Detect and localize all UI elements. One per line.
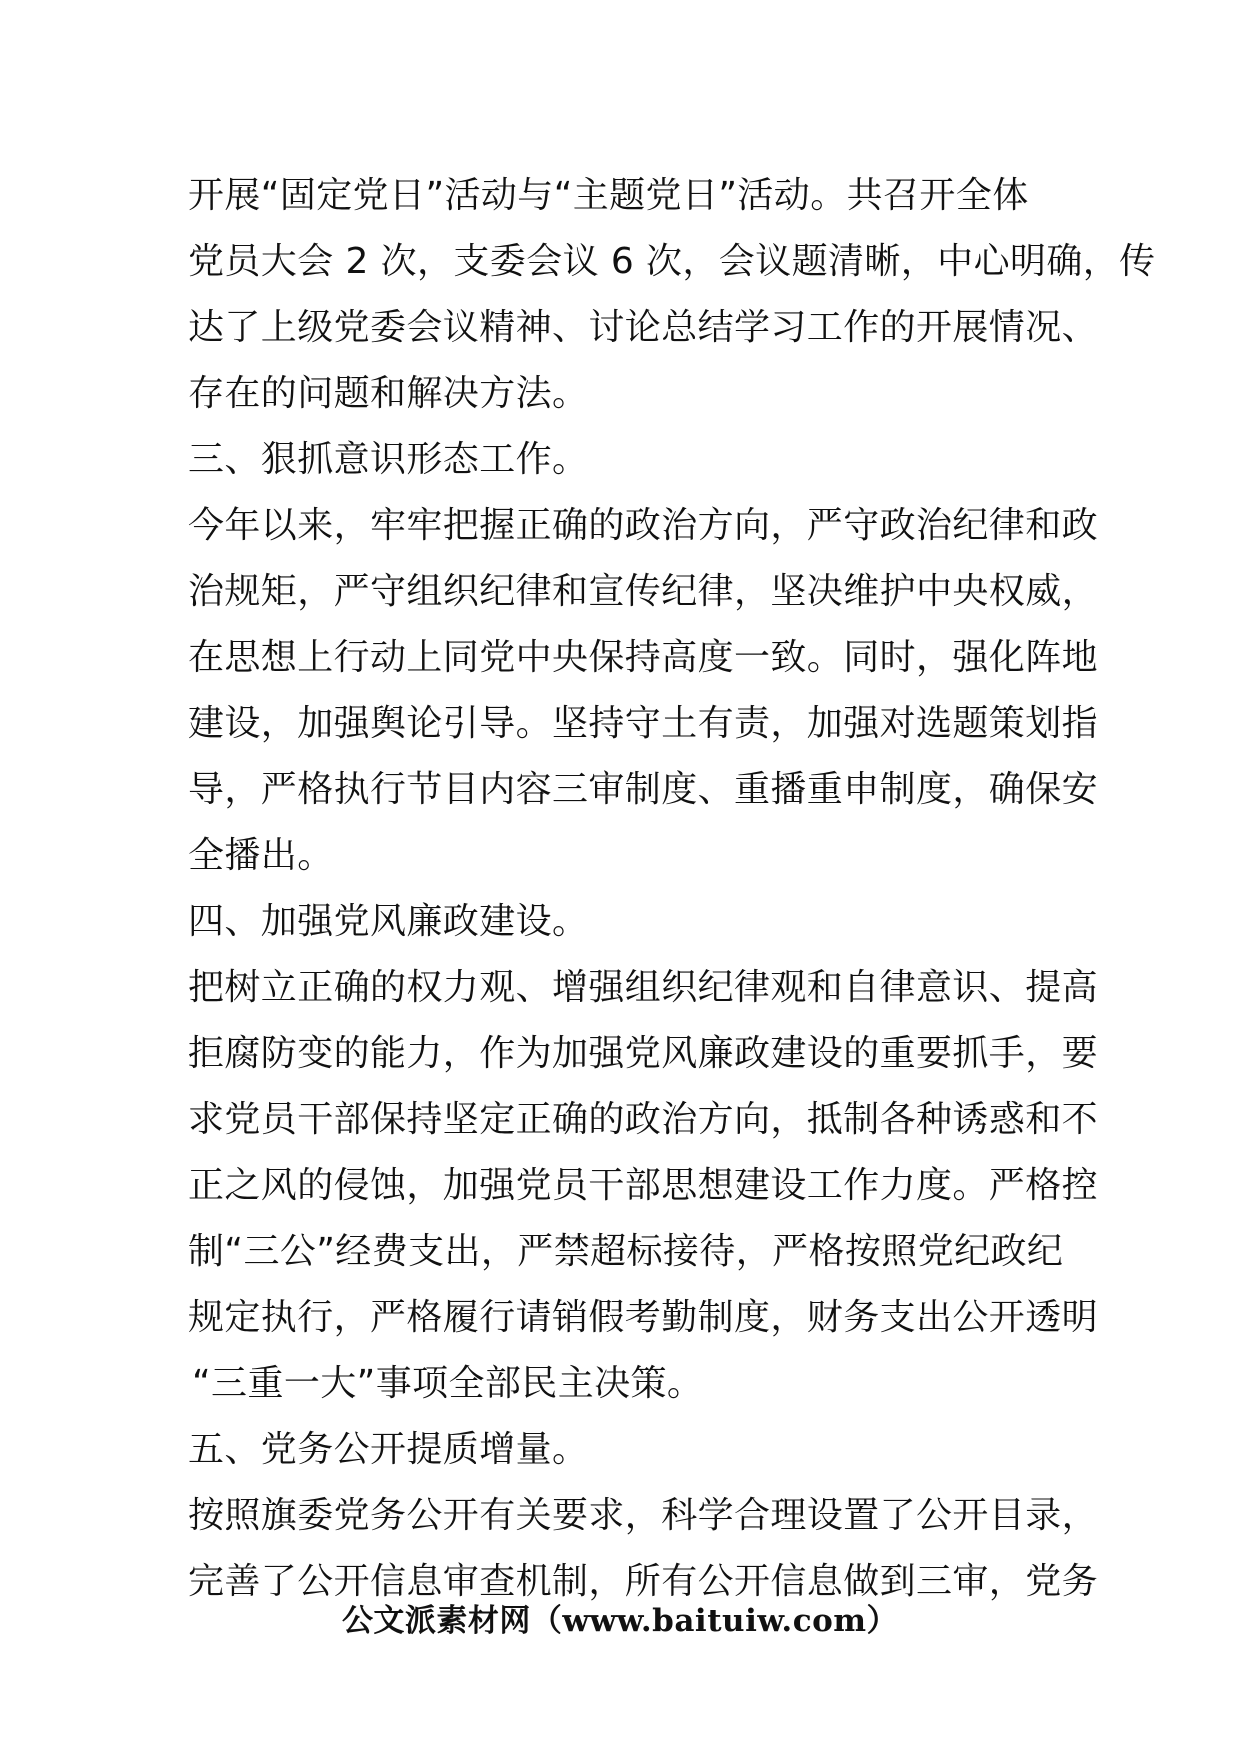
- text-line: 在思想上行动上同党中央保持高度一致。同时，强化阵地: [188, 637, 1099, 678]
- section-heading: 三、狠抓意识形态工作。: [188, 439, 589, 480]
- text-line: 全播出。: [188, 835, 334, 876]
- text-line: “三重一大”事项全部民主决策。: [192, 1363, 704, 1404]
- text-line: 正之风的侵蚀，加强党员干部思想建设工作力度。严格控: [188, 1165, 1099, 1206]
- text-line: 今年以来，牢牢把握正确的政治方向，严守政治纪律和政: [188, 505, 1099, 546]
- text-line: 开展“固定党日”活动与“主题党日”活动。共召开全体: [188, 175, 1029, 216]
- text-line: 求党员干部保持坚定正确的政治方向，抵制各种诱惑和不: [188, 1099, 1099, 1140]
- text-line: 把树立正确的权力观、增强组织纪律观和自律意识、提高: [188, 967, 1099, 1008]
- text-line: 党员大会 2 次，支委会议 6 次，会议题清晰，中心明确，传: [188, 241, 1156, 282]
- text-line: 拒腐防变的能力，作为加强党风廉政建设的重要抓手，要: [188, 1033, 1099, 1074]
- section-heading: 五、党务公开提质增量。: [188, 1429, 589, 1470]
- text-line: 导，严格执行节目内容三审制度、重播重申制度，确保安: [188, 769, 1099, 810]
- text-line: 按照旗委党务公开有关要求，科学合理设置了公开目录，: [188, 1495, 1099, 1536]
- text-line: 规定执行，严格履行请销假考勤制度，财务支出公开透明: [188, 1297, 1099, 1338]
- text-line: 存在的问题和解决方法。: [188, 373, 589, 414]
- text-line: 建设，加强舆论引导。坚持守土有责，加强对选题策划指: [188, 703, 1099, 744]
- footer-watermark: 公文派素材网（www.baituiw.com）: [341, 1603, 899, 1639]
- document-body: [188, 163, 1156, 1615]
- text-line: 达了上级党委会议精神、讨论总结学习工作的开展情况、: [188, 307, 1099, 348]
- section-heading: 四、加强党风廉政建设。: [188, 901, 589, 942]
- text-line: 完善了公开信息审查机制，所有公开信息做到三审，党务: [188, 1561, 1099, 1602]
- text-line: 治规矩，严守组织纪律和宣传纪律，坚决维护中央权威，: [188, 571, 1099, 612]
- text-line: 制“三公”经费支出，严禁超标接待，严格按照党纪政纪: [188, 1231, 1064, 1272]
